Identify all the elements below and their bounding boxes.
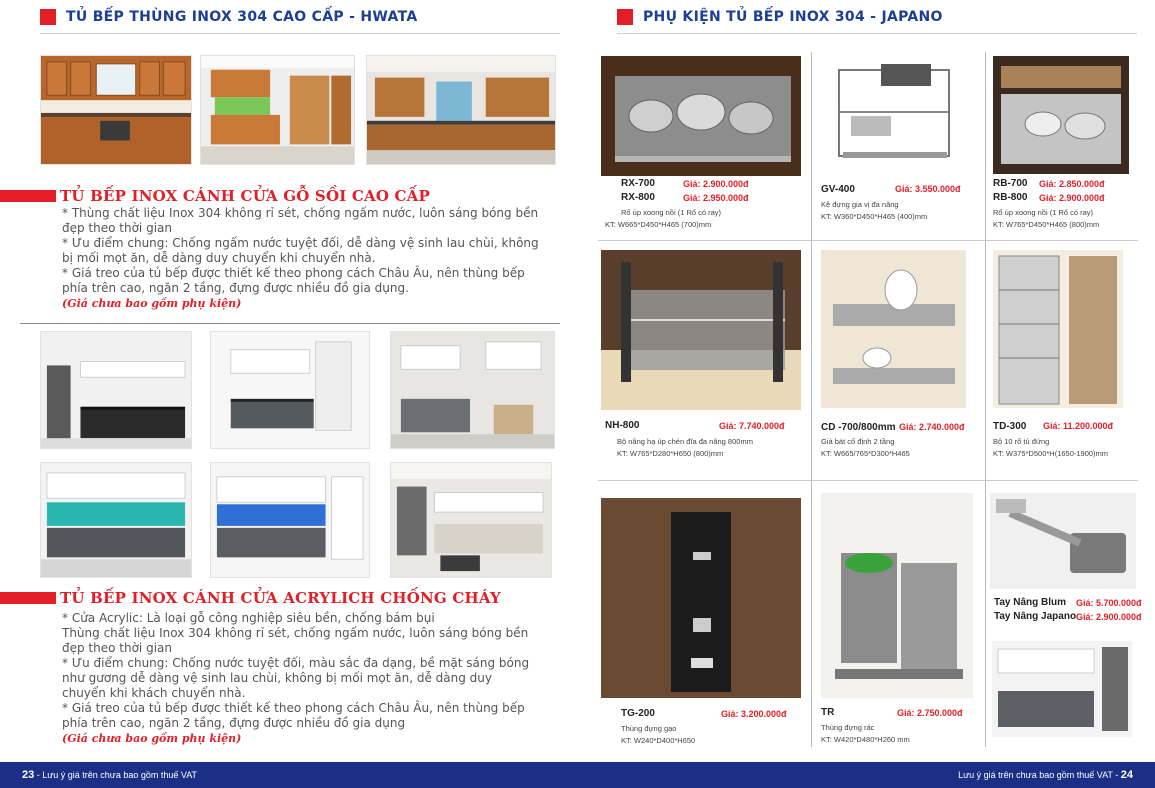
product-dimensions: KT: W375*D500*H(1650-1900)mm bbox=[993, 449, 1109, 458]
grid-divider bbox=[985, 52, 986, 747]
product-price: Giá: 5.700.000đ bbox=[1076, 598, 1142, 608]
left-header-rule bbox=[40, 33, 560, 34]
grid-divider bbox=[598, 240, 1138, 241]
product-description: Rổ úp xoong nồi (1 Rổ có ray) bbox=[621, 208, 722, 217]
nh-lift-rack-photo bbox=[601, 250, 801, 410]
red-square-marker bbox=[617, 9, 633, 25]
rb-drawer-basket-photo bbox=[993, 56, 1129, 174]
product-card-lift bbox=[990, 493, 1142, 748]
wood-subheader bbox=[0, 187, 430, 205]
left-section-title: TỦ BẾP THÙNG INOX 304 CAO CẤP - HWATA bbox=[66, 9, 418, 25]
product-price: Giá: 7.740.000đ bbox=[719, 421, 785, 431]
page-number-right: 24 bbox=[1120, 769, 1133, 781]
acrylic-line-4: * Ưu điểm chung: Chống nước tuyệt đối, màu sắc đa dạng, bề mặt sáng bóng bbox=[62, 656, 530, 670]
product-card-rb bbox=[993, 56, 1138, 236]
grid-divider bbox=[811, 52, 812, 747]
acrylic-kitchen-photo-4 bbox=[40, 462, 192, 578]
acrylic-subheader bbox=[0, 589, 501, 607]
footer-note-left: - Lưu ý giá trên chưa bao gồm thuế VAT bbox=[34, 770, 198, 780]
acrylic-line-5: như gương dễ dàng vệ sinh lau chùi, không bị mối mọt ăn, dễ dàng duy bbox=[62, 671, 493, 685]
wood-description bbox=[62, 206, 557, 311]
acrylic-kitchen-photo-5 bbox=[210, 462, 370, 578]
product-card-tr bbox=[821, 493, 976, 748]
grid-divider bbox=[598, 480, 1138, 481]
product-code-alt: Tay Nâng Japano bbox=[994, 611, 1077, 622]
page-number-left: 23 bbox=[22, 769, 35, 781]
right-section-header bbox=[617, 9, 943, 25]
product-card-td bbox=[993, 250, 1138, 475]
red-bar-marker bbox=[0, 592, 56, 604]
footer-right bbox=[958, 769, 1133, 781]
rx-basket-photo bbox=[601, 56, 801, 176]
left-section-header bbox=[40, 9, 417, 25]
right-section-title: PHỤ KIỆN TỦ BẾP INOX 304 - JAPANO bbox=[643, 9, 943, 25]
wood-line-4: bị mối mọt ăn, dễ dàng duy chuyển khi chuyển nhà. bbox=[62, 251, 376, 265]
product-dimensions: KT: W765*D450*H465 (800)mm bbox=[993, 220, 1100, 229]
wood-kitchen-photo-3 bbox=[366, 55, 556, 165]
cd-dish-rack-photo bbox=[821, 250, 966, 408]
product-price-alt: Giá: 2.950.000đ bbox=[683, 193, 749, 203]
tg-rice-bin-photo bbox=[601, 498, 801, 698]
product-description: Kệ đựng gia vị đa năng bbox=[821, 200, 899, 209]
product-dimensions: KT: W765*D280*H650 (800)mm bbox=[617, 449, 724, 458]
product-code: TG-200 bbox=[621, 708, 655, 719]
product-card-rx bbox=[601, 56, 801, 236]
product-code: TR bbox=[821, 707, 835, 718]
left-divider bbox=[20, 323, 560, 324]
product-price: Giá: 3.550.000đ bbox=[895, 184, 961, 194]
product-code: TD-300 bbox=[993, 421, 1027, 432]
product-dimensions: KT: W360*D450*H465 (400)mm bbox=[821, 212, 928, 221]
product-price: Giá: 11.200.000đ bbox=[1043, 421, 1114, 431]
product-dimensions: KT: W665/765*D300*H465 bbox=[821, 449, 910, 458]
footer-left bbox=[22, 769, 197, 781]
product-card-nh bbox=[601, 250, 806, 475]
product-description: Rổ úp xoong nồi (1 Rổ có ray) bbox=[993, 208, 1094, 217]
wood-kitchen-photo-1 bbox=[40, 55, 192, 165]
product-description: Bộ nâng hạ úp chén đĩa đa năng 800mm bbox=[617, 437, 753, 446]
product-price: Giá: 2.740.000đ bbox=[899, 422, 965, 432]
acrylic-line-8: phía trên cao, ngăn 2 tầng, đựng được nhiều đồ gia dụng bbox=[62, 716, 406, 730]
product-code: RB-700 bbox=[993, 178, 1028, 189]
product-code-alt: RB-800 bbox=[993, 192, 1028, 203]
red-bar-marker bbox=[0, 190, 56, 202]
acrylic-kitchen-photo-3 bbox=[390, 331, 555, 449]
product-code: RX-700 bbox=[621, 178, 655, 189]
product-price-alt: Giá: 2.900.000đ bbox=[1076, 612, 1142, 622]
product-price: Giá: 2.900.000đ bbox=[683, 179, 749, 189]
wood-line-5: * Giá treo của tủ bếp được thiết kế theo phong cách Châu Âu, nên thùng bếp bbox=[62, 266, 525, 280]
product-dimensions: KT: W665*D450*H465 (700)mm bbox=[605, 220, 712, 229]
product-code-alt: RX-800 bbox=[621, 192, 655, 203]
acrylic-description bbox=[62, 611, 557, 746]
acrylic-line-3: đẹp theo thời gian bbox=[62, 641, 172, 655]
wood-line-2: đẹp theo thời gian bbox=[62, 221, 172, 235]
product-description: Giá bát cố định 2 tầng bbox=[821, 437, 895, 446]
acrylic-price-note: (Giá chưa bao gồm phụ kiện) bbox=[62, 732, 242, 745]
product-card-tg bbox=[601, 498, 806, 748]
lift-kitchen-photo bbox=[992, 641, 1132, 737]
product-description: Bộ 10 rổ tủ đứng bbox=[993, 437, 1050, 446]
wood-title: TỦ BẾP INOX CÁNH CỬA GỖ SỒI CAO CẤP bbox=[60, 187, 430, 205]
footer-note-right: Lưu ý giá trên chưa bao gồm thuế VAT - bbox=[958, 770, 1121, 780]
product-price: Giá: 3.200.000đ bbox=[721, 709, 787, 719]
product-price-alt: Giá: 2.900.000đ bbox=[1039, 193, 1105, 203]
product-code: NH-800 bbox=[605, 420, 640, 431]
acrylic-line-7: * Giá treo của tủ bếp được thiết kế theo phong cách Châu Âu, nên thùng bếp bbox=[62, 701, 525, 715]
product-code: CD -700/800mm bbox=[821, 422, 896, 433]
product-dimensions: KT: W420*D480*H260 mm bbox=[821, 735, 910, 744]
wood-price-note: (Giá chưa bao gồm phụ kiện) bbox=[62, 297, 242, 310]
acrylic-line-2: Thùng chất liệu Inox 304 không rỉ sét, chống ngấm nước, luôn sáng bóng bền bbox=[62, 626, 529, 640]
product-description: Thùng đựng rác bbox=[821, 723, 875, 732]
wood-line-1: * Thùng chất liệu Inox 304 không rỉ sét, chống ngấm nước, luôn sáng bóng bền bbox=[62, 206, 539, 220]
tr-trash-bin-photo bbox=[821, 493, 973, 698]
page-footer bbox=[0, 762, 1155, 788]
product-price: Giá: 2.850.000đ bbox=[1039, 179, 1105, 189]
right-header-rule bbox=[617, 33, 1137, 34]
product-price: Giá: 2.750.000đ bbox=[897, 708, 963, 718]
wood-kitchen-photo-2 bbox=[200, 55, 355, 165]
acrylic-line-6: chuyển khi khách chuyển nhà. bbox=[62, 686, 246, 700]
product-dimensions: KT: W240*D400*H650 bbox=[621, 736, 696, 745]
product-card-gv bbox=[821, 56, 971, 236]
gv-spice-rack-photo bbox=[821, 56, 971, 174]
acrylic-kitchen-photo-1 bbox=[40, 331, 192, 449]
acrylic-title: TỦ BẾP INOX CÁNH CỬA ACRYLICH CHỐNG CHÁY bbox=[60, 589, 501, 607]
wood-line-3: * Ưu điểm chung: Chống ngấm nước tuyệt đối, dễ dàng vệ sinh lau chùi, không bbox=[62, 236, 539, 250]
acrylic-kitchen-photo-2 bbox=[210, 331, 370, 449]
red-square-marker bbox=[40, 9, 56, 25]
wood-line-6: phía trên cao, ngăn 2 tầng, đựng được nhiều đồ gia dụng. bbox=[62, 281, 409, 295]
td-tall-basket-photo bbox=[993, 250, 1123, 408]
acrylic-line-1: * Cửa Acrylic: Là loại gỗ công nghiệp siêu bền, chống bám bụi bbox=[62, 611, 435, 625]
product-code: Tay Nâng Blum bbox=[994, 597, 1067, 608]
product-description: Thùng đựng gạo bbox=[621, 724, 677, 733]
acrylic-kitchen-photo-6 bbox=[390, 462, 552, 578]
lift-mechanism-photo bbox=[990, 493, 1136, 589]
product-card-cd bbox=[821, 250, 971, 475]
product-code: GV-400 bbox=[821, 184, 855, 195]
